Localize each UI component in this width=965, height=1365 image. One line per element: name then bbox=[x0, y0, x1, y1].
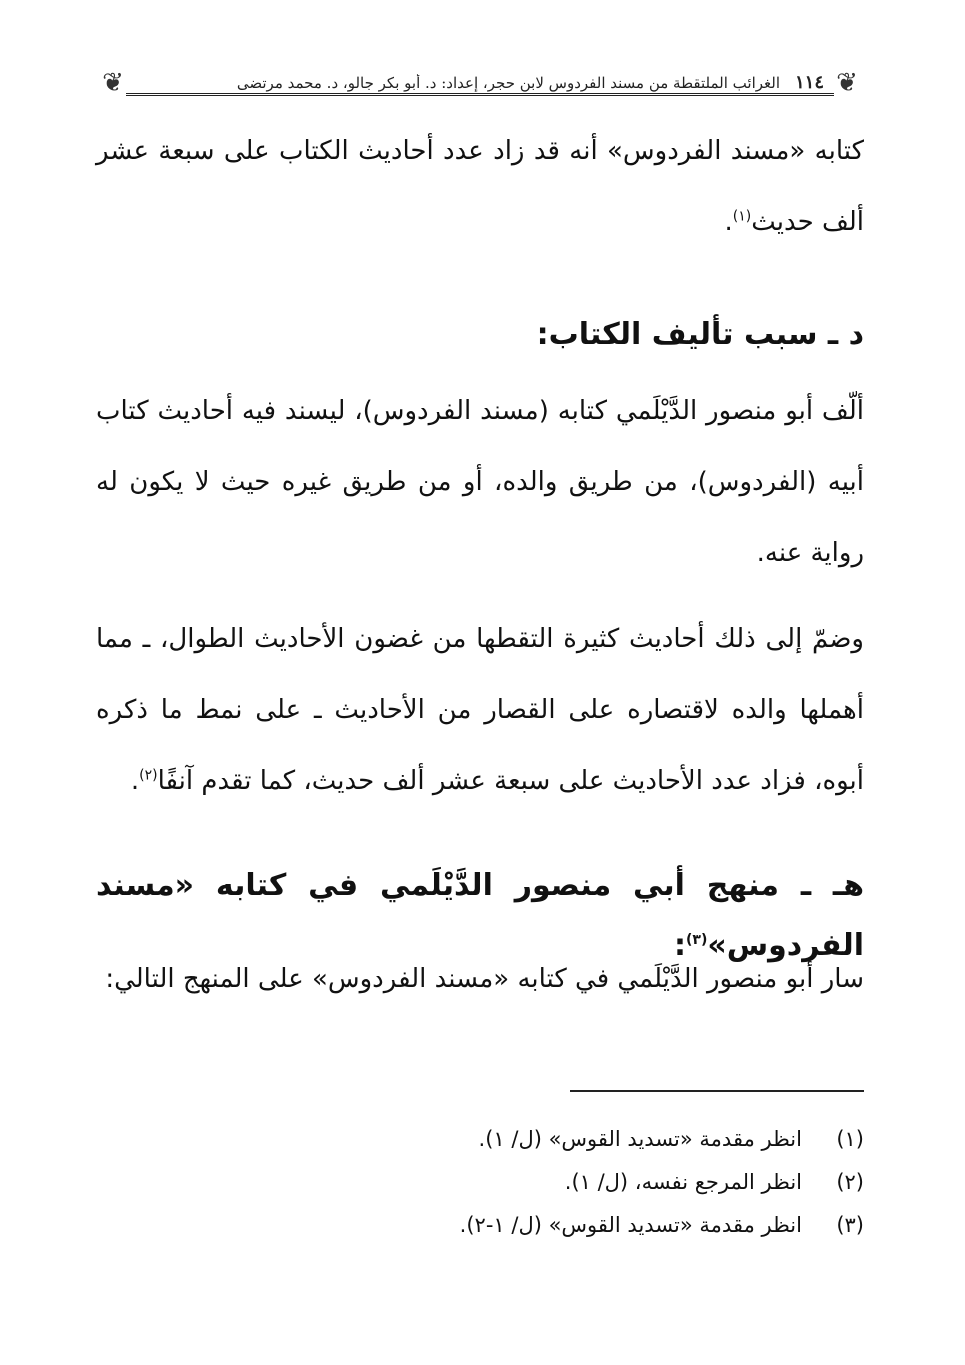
paragraph-method bbox=[96, 944, 864, 1015]
heading-text: هـ ـ منهج أبي منصور الدَّيْلَمي في كتابه «مسند الفردوس» bbox=[96, 868, 864, 963]
page-header bbox=[96, 68, 864, 102]
footnote-number: (١) bbox=[836, 1127, 864, 1151]
punctuation: . bbox=[724, 207, 733, 237]
footnote-text: انظر مقدمة «تسديد القوس» (ل/ ١). bbox=[478, 1127, 802, 1151]
footnote-number: (٢) bbox=[836, 1170, 864, 1194]
body-text: وضمّ إلى ذلك أحاديث كثيرة التقطها من غضون الأحاديث الطوال، ـ مما أهملها والده لاقتصاره على القصار من الأحاديث ـ على نمط ما ذكره أبوه، فزاد عدد الأحاديث على سبعة عشر ألف حديث، كما تقدم آنفًا bbox=[96, 624, 864, 796]
paragraph-intro-continuation bbox=[96, 116, 864, 258]
floral-ornament-icon: ❦ bbox=[836, 68, 858, 98]
body-text: ألّف أبو منصور الدَّيْلَمي كتابه (مسند الفردوس)، ليسند فيه أحاديث كتاب أبيه (الفردوس)، من طريق والده، أو من طريق غيره حيث لا يكون له رواية عنه. bbox=[96, 396, 864, 568]
running-title: الغرائب الملتقطة من مسند الفردوس لابن حجر، إعداد: د. أبو بكر جالو، د. محمد مرتضى bbox=[236, 74, 780, 92]
footnote-item bbox=[96, 1118, 864, 1161]
paragraph-additions bbox=[96, 604, 864, 817]
footnote-text: انظر المرجع نفسه، (ل/ ١). bbox=[564, 1170, 802, 1194]
punctuation: : bbox=[674, 928, 687, 963]
body-text: كتابه «مسند الفردوس» أنه قد زاد عدد أحاديث الكتاب على سبعة عشر ألف حديث bbox=[96, 136, 864, 237]
footnote-ref: (١) bbox=[732, 208, 752, 225]
section-heading-d bbox=[96, 305, 864, 365]
footnote-text: انظر مقدمة «تسديد القوس» (ل/ ١-٢). bbox=[459, 1213, 802, 1237]
heading-text: د ـ سبب تأليف الكتاب: bbox=[536, 317, 864, 352]
footnote-item bbox=[96, 1161, 864, 1204]
footnotes bbox=[96, 1118, 864, 1247]
footnote-item bbox=[96, 1204, 864, 1247]
body-text: سار أبو منصور الدَّيْلَمي في كتابه «مسند الفردوس» على المنهج التالي: bbox=[105, 964, 864, 994]
paragraph-reason bbox=[96, 376, 864, 589]
header-rule bbox=[126, 93, 834, 96]
floral-ornament-icon: ❦ bbox=[102, 68, 124, 98]
footnote-separator bbox=[570, 1090, 864, 1092]
footnote-ref: (٣) bbox=[686, 932, 708, 948]
page-number: ١١٤ bbox=[794, 72, 824, 93]
footnote-number: (٣) bbox=[836, 1213, 864, 1237]
footnote-ref: (٢) bbox=[139, 767, 158, 784]
punctuation: . bbox=[130, 766, 140, 796]
